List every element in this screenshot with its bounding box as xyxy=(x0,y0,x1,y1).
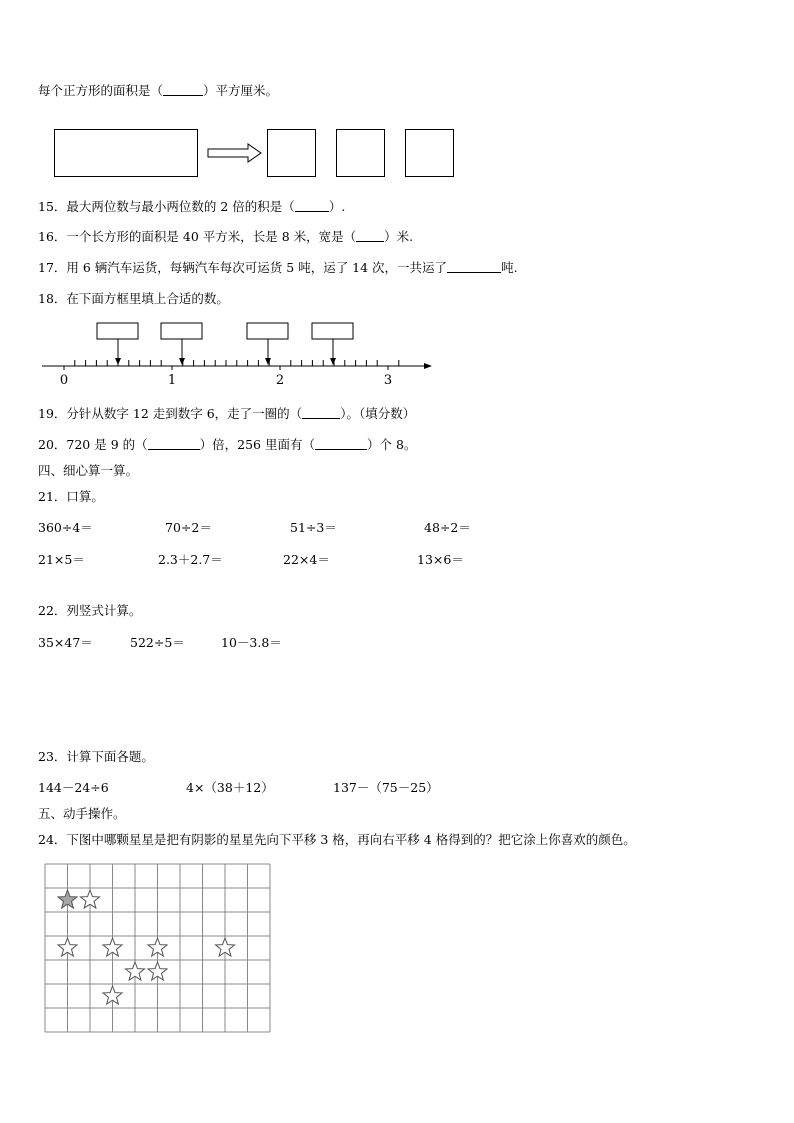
calc-item: 21×5＝ xyxy=(38,552,85,567)
answer-box xyxy=(247,323,288,339)
calc-item: 137－（75－25） xyxy=(333,780,439,795)
pointer-arrow-icon xyxy=(265,358,271,365)
section-heading-5: 五、动手操作。 xyxy=(38,806,126,821)
question-24: 24．下图中哪颗星星是把有阴影的星星先向下平移 3 格，再向右平移 4 格得到的？把它涂上你喜欢的颜色。 xyxy=(38,832,636,847)
calc-item: 35×47＝ xyxy=(38,635,93,650)
calc-item: 10－3.8＝ xyxy=(221,635,282,650)
star-grid xyxy=(45,864,271,1034)
right-arrow-icon xyxy=(206,143,264,163)
answer-blank[interactable] xyxy=(315,437,367,450)
answer-blank[interactable] xyxy=(163,83,203,96)
calc-item: 70÷2＝ xyxy=(165,520,212,535)
question-16: 16．一个长方形的面积是 40 平方米，长是 8 米，宽是（ ）米. xyxy=(38,229,414,244)
square-figure-3 xyxy=(405,129,454,177)
section-heading-4: 四、细心算一算。 xyxy=(38,463,139,478)
answer-box xyxy=(97,323,138,339)
number-line xyxy=(0,318,794,388)
question-20: 20．720 是 9 的（ ）倍，256 里面有（ ）个 8。 xyxy=(38,437,417,452)
square-figure-1 xyxy=(267,129,316,177)
tick-label: 2 xyxy=(275,373,285,388)
calc-item: 522÷5＝ xyxy=(130,635,185,650)
square-figure-2 xyxy=(336,129,385,177)
calc-item: 144－24÷6 xyxy=(38,780,109,795)
calc-item: 48÷2＝ xyxy=(424,520,471,535)
answer-blank[interactable] xyxy=(302,406,340,419)
axis-arrow-icon xyxy=(424,363,432,369)
calc-item: 51÷3＝ xyxy=(290,520,337,535)
tick-label: 3 xyxy=(383,373,393,388)
answer-blank[interactable] xyxy=(295,199,329,212)
tick-label: 1 xyxy=(167,373,177,388)
question-18: 18．在下面方框里填上合适的数。 xyxy=(38,291,229,306)
calc-item: 22×4＝ xyxy=(283,552,330,567)
answer-box xyxy=(161,323,202,339)
calc-item: 2.3＋2.7＝ xyxy=(158,552,223,567)
calc-item: 13×6＝ xyxy=(417,552,464,567)
answer-blank[interactable] xyxy=(356,229,384,242)
answer-blank[interactable] xyxy=(148,437,200,450)
question-23-title: 23．计算下面各题。 xyxy=(38,749,154,764)
question-17: 17．用 6 辆汽车运货，每辆汽车每次可运货 5 吨，运了 14 次，一共运了 吨. xyxy=(38,260,518,275)
q14-text: 每个正方形的面积是（ ）平方厘米。 xyxy=(38,83,279,98)
tick-label: 0 xyxy=(59,373,69,388)
pointer-arrow-icon xyxy=(115,358,121,365)
question-22-title: 22．列竖式计算。 xyxy=(38,603,142,618)
calc-item: 4×（38＋12） xyxy=(186,780,274,795)
question-21-title: 21．口算。 xyxy=(38,489,104,504)
rectangle-figure xyxy=(54,129,198,177)
question-15: 15．最大两位数与最小两位数的 2 倍的积是（ ）. xyxy=(38,199,346,214)
pointer-arrow-icon xyxy=(179,358,185,365)
calc-item: 360÷4＝ xyxy=(38,520,93,535)
answer-box xyxy=(312,323,353,339)
question-19: 19．分针从数字 12 走到数字 6，走了一圈的（ ）。（填分数） xyxy=(38,406,416,421)
answer-blank[interactable] xyxy=(447,260,501,273)
pointer-arrow-icon xyxy=(330,358,336,365)
